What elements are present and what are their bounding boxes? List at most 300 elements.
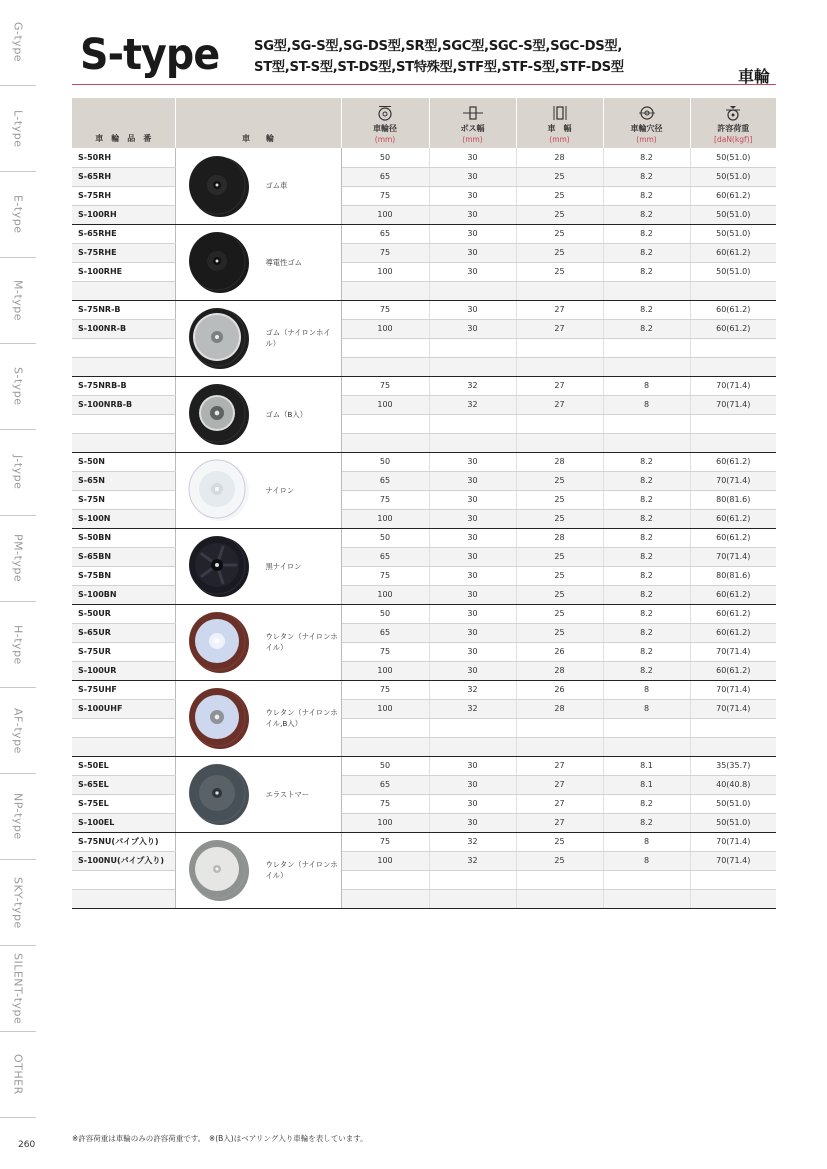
spec-boss-width (429, 870, 516, 889)
wheel-figure (176, 453, 341, 528)
wheel-type-label: ウレタン（ナイロンホイル） (265, 632, 338, 652)
spec-hole-diameter (603, 281, 690, 300)
wheel-cell (175, 300, 341, 376)
wheel-type-label: 導電性ゴム (265, 257, 302, 267)
wheel-part-number: S-75RHE (72, 243, 175, 262)
spec-boss-width: 32 (429, 395, 516, 414)
column-header-unit: (mm) (549, 135, 570, 144)
wheel-part-number: S-100NRB-B (72, 395, 175, 414)
spec-allowable-load: 60(61.2) (690, 604, 776, 623)
spec-wheel-width: 27 (516, 319, 603, 338)
sidebar-tab-l-type[interactable] (0, 86, 36, 172)
wheel-part-number (72, 737, 175, 756)
wheel-width-icon (517, 105, 603, 121)
spec-diameter: 65 (341, 224, 429, 243)
wheel-part-number: S-65UR (72, 623, 175, 642)
wheel-part-number (72, 281, 175, 300)
wheel-part-number: S-75UR (72, 642, 175, 661)
rubber-bearing-wheel-icon (176, 380, 250, 448)
page-title: S-type (80, 30, 220, 80)
load-icon (691, 105, 777, 121)
wheel-part-number: S-100EL (72, 813, 175, 832)
spec-wheel-width: 25 (516, 566, 603, 585)
spec-allowable-load: 60(61.2) (690, 186, 776, 205)
spec-wheel-width (516, 414, 603, 433)
spec-wheel-width: 28 (516, 699, 603, 718)
spec-hole-diameter: 8.2 (603, 490, 690, 509)
column-header-5 (603, 98, 690, 148)
spec-hole-diameter: 8.2 (603, 186, 690, 205)
spec-allowable-load: 80(81.6) (690, 490, 776, 509)
spec-diameter: 100 (341, 699, 429, 718)
spec-diameter: 100 (341, 661, 429, 680)
wheel-part-number (72, 357, 175, 376)
spec-boss-width: 30 (429, 452, 516, 471)
wheel-part-number (72, 889, 175, 908)
spec-boss-width: 30 (429, 262, 516, 281)
wheel-part-number: S-50EL (72, 756, 175, 775)
sidebar-index (0, 0, 36, 1120)
wheel-part-number: S-75NRB-B (72, 376, 175, 395)
sidebar-tab-label: L-type (11, 109, 25, 148)
wheel-part-number: S-75UHF (72, 680, 175, 699)
wheel-figure (176, 605, 341, 680)
sidebar-tab-s-type[interactable] (0, 344, 36, 430)
wheel-figure (176, 377, 341, 452)
spec-hole-diameter (603, 718, 690, 737)
sidebar-tab-label: E-type (11, 195, 25, 234)
spec-allowable-load (690, 870, 776, 889)
wheel-part-number: S-100BN (72, 585, 175, 604)
urethane-bearing-wheel-icon (176, 684, 250, 752)
wheel-part-number: S-100UR (72, 661, 175, 680)
wheel-figure (176, 301, 341, 376)
sidebar-tab-af-type[interactable] (0, 688, 36, 774)
wheel-diameter-icon (342, 105, 429, 121)
wheel-part-number: S-75RH (72, 186, 175, 205)
sidebar-tab-label: H-type (11, 624, 25, 665)
spec-allowable-load (690, 737, 776, 756)
spec-wheel-width: 25 (516, 167, 603, 186)
spec-hole-diameter: 8 (603, 680, 690, 699)
spec-hole-diameter: 8 (603, 376, 690, 395)
spec-allowable-load (690, 414, 776, 433)
spec-diameter: 50 (341, 756, 429, 775)
spec-diameter: 50 (341, 148, 429, 167)
spec-allowable-load: 50(51.0) (690, 148, 776, 167)
spec-wheel-width (516, 281, 603, 300)
spec-hole-diameter (603, 338, 690, 357)
wheel-part-number (72, 433, 175, 452)
spec-wheel-width: 27 (516, 813, 603, 832)
page-header (72, 26, 776, 88)
table-row (72, 300, 776, 319)
spec-boss-width: 30 (429, 319, 516, 338)
category-label: 車輪 (737, 67, 770, 86)
spec-diameter: 75 (341, 376, 429, 395)
wheel-part-number: S-65EL (72, 775, 175, 794)
spec-boss-width: 30 (429, 528, 516, 547)
spec-wheel-width: 25 (516, 509, 603, 528)
sidebar-tab-label: S-type (11, 367, 25, 406)
sidebar-tab-label: PM-type (11, 534, 25, 583)
column-header-unit: (mm) (462, 135, 483, 144)
spec-hole-diameter: 8.2 (603, 148, 690, 167)
wheel-part-number: S-50RH (72, 148, 175, 167)
spec-allowable-load: 70(71.4) (690, 832, 776, 851)
spec-diameter (341, 281, 429, 300)
wheel-part-number: S-65RHE (72, 224, 175, 243)
wheel-part-number: S-65BN (72, 547, 175, 566)
spec-allowable-load (690, 357, 776, 376)
spec-boss-width: 30 (429, 471, 516, 490)
spec-wheel-width: 25 (516, 604, 603, 623)
spec-wheel-width: 28 (516, 148, 603, 167)
spec-allowable-load: 70(71.4) (690, 680, 776, 699)
spec-boss-width: 30 (429, 775, 516, 794)
spec-boss-width: 30 (429, 224, 516, 243)
spec-diameter: 75 (341, 186, 429, 205)
spec-allowable-load: 70(71.4) (690, 851, 776, 870)
table-row (72, 148, 776, 167)
spec-allowable-load: 50(51.0) (690, 224, 776, 243)
spec-boss-width (429, 357, 516, 376)
rubber-wheel-icon (176, 152, 250, 220)
spec-boss-width: 30 (429, 604, 516, 623)
table-row (72, 224, 776, 243)
spec-wheel-width (516, 718, 603, 737)
sidebar-tab-np-type[interactable] (0, 774, 36, 860)
spec-hole-diameter: 8 (603, 699, 690, 718)
spec-hole-diameter: 8.1 (603, 775, 690, 794)
wheel-part-number: S-75NU(パイプ入り) (72, 832, 175, 851)
spec-table (72, 98, 776, 909)
spec-allowable-load (690, 718, 776, 737)
table-row (72, 832, 776, 851)
page-number: 260 (18, 1140, 36, 1150)
spec-wheel-width: 25 (516, 585, 603, 604)
spec-hole-diameter: 8.2 (603, 528, 690, 547)
spec-hole-diameter: 8.2 (603, 319, 690, 338)
wheel-cell (175, 452, 341, 528)
spec-boss-width: 32 (429, 376, 516, 395)
spec-allowable-load: 50(51.0) (690, 813, 776, 832)
spec-allowable-load: 60(61.2) (690, 585, 776, 604)
spec-boss-width: 30 (429, 794, 516, 813)
spec-boss-width: 30 (429, 566, 516, 585)
spec-wheel-width: 25 (516, 205, 603, 224)
spec-hole-diameter (603, 889, 690, 908)
spec-allowable-load (690, 338, 776, 357)
spec-allowable-load: 70(71.4) (690, 699, 776, 718)
wheel-part-number (72, 414, 175, 433)
sidebar-tab-e-type[interactable] (0, 172, 36, 258)
nylon-wheel-icon (176, 456, 250, 524)
spec-allowable-load (690, 433, 776, 452)
spec-boss-width: 30 (429, 490, 516, 509)
wheel-part-number: S-50BN (72, 528, 175, 547)
spec-allowable-load: 40(40.8) (690, 775, 776, 794)
spec-wheel-width: 28 (516, 661, 603, 680)
spec-allowable-load: 70(71.4) (690, 471, 776, 490)
spec-wheel-width: 26 (516, 642, 603, 661)
spec-diameter (341, 433, 429, 452)
sidebar-tab-sky-type[interactable] (0, 860, 36, 946)
sidebar-tab-m-type[interactable] (0, 258, 36, 344)
wheel-cell (175, 528, 341, 604)
spec-hole-diameter: 8.2 (603, 813, 690, 832)
spec-diameter (341, 870, 429, 889)
spec-boss-width: 30 (429, 300, 516, 319)
column-header-0 (72, 98, 175, 148)
spec-boss-width (429, 737, 516, 756)
wheel-figure (176, 529, 341, 604)
wheel-part-number: S-50UR (72, 604, 175, 623)
spec-diameter: 100 (341, 813, 429, 832)
wheel-cell (175, 148, 341, 224)
spec-allowable-load: 70(71.4) (690, 376, 776, 395)
wheel-cell (175, 376, 341, 452)
spec-boss-width: 30 (429, 243, 516, 262)
table-body (72, 148, 776, 908)
spec-diameter: 50 (341, 604, 429, 623)
spec-hole-diameter: 8.2 (603, 585, 690, 604)
spec-wheel-width: 25 (516, 224, 603, 243)
spec-diameter: 65 (341, 623, 429, 642)
spec-diameter: 75 (341, 794, 429, 813)
spec-hole-diameter: 8.2 (603, 794, 690, 813)
spec-allowable-load: 50(51.0) (690, 167, 776, 186)
spec-diameter: 75 (341, 243, 429, 262)
wheel-figure (176, 148, 341, 224)
spec-wheel-width: 27 (516, 794, 603, 813)
sidebar-tab-label: M-type (11, 279, 25, 322)
spec-diameter: 100 (341, 509, 429, 528)
spec-allowable-load (690, 281, 776, 300)
type-list-line-2: ST型,ST-S型,ST-DS型,ST特殊型,STF型,STF-S型,STF-DS型 (254, 60, 624, 75)
table-row (72, 452, 776, 471)
sidebar-tab-pm-type[interactable] (0, 516, 36, 602)
sidebar-tab-label: G-type (11, 22, 25, 63)
spec-diameter: 100 (341, 319, 429, 338)
spec-boss-width (429, 338, 516, 357)
wheel-cell (175, 680, 341, 756)
spec-diameter (341, 889, 429, 908)
column-header-label: 許容荷重 (717, 124, 750, 133)
column-header-unit: (mm) (374, 135, 396, 144)
wheel-type-label: ウレタン（ナイロンホイル） (265, 860, 338, 880)
spec-wheel-width: 25 (516, 490, 603, 509)
sidebar-tab-j-type[interactable] (0, 430, 36, 516)
spec-diameter: 65 (341, 167, 429, 186)
conductive-rubber-wheel-icon (176, 228, 250, 296)
elastomer-wheel-icon (176, 760, 250, 828)
spec-wheel-width: 25 (516, 832, 603, 851)
spec-allowable-load: 50(51.0) (690, 205, 776, 224)
table-row (72, 680, 776, 699)
wheel-part-number: S-100NR-B (72, 319, 175, 338)
spec-hole-diameter: 8.2 (603, 167, 690, 186)
spec-allowable-load: 60(61.2) (690, 528, 776, 547)
spec-allowable-load: 60(61.2) (690, 243, 776, 262)
wheel-part-number: S-75BN (72, 566, 175, 585)
spec-diameter: 75 (341, 490, 429, 509)
spec-boss-width (429, 281, 516, 300)
spec-diameter: 100 (341, 851, 429, 870)
spec-wheel-width (516, 433, 603, 452)
wheel-part-number (72, 338, 175, 357)
sidebar-tab-label: AF-type (11, 707, 25, 754)
hole-diameter-icon (604, 105, 690, 121)
spec-diameter: 75 (341, 680, 429, 699)
spec-boss-width (429, 889, 516, 908)
spec-wheel-width: 28 (516, 528, 603, 547)
spec-wheel-width (516, 737, 603, 756)
spec-allowable-load (690, 889, 776, 908)
spec-diameter: 75 (341, 566, 429, 585)
spec-boss-width: 32 (429, 680, 516, 699)
spec-diameter: 75 (341, 642, 429, 661)
spec-hole-diameter: 8.2 (603, 661, 690, 680)
spec-allowable-load: 50(51.0) (690, 794, 776, 813)
spec-allowable-load: 60(61.2) (690, 623, 776, 642)
spec-allowable-load: 70(71.4) (690, 395, 776, 414)
sidebar-tab-label: SILENT-type (11, 952, 25, 1025)
spec-wheel-width: 27 (516, 775, 603, 794)
spec-diameter: 65 (341, 547, 429, 566)
column-header-2 (341, 98, 429, 148)
spec-boss-width (429, 718, 516, 737)
wheel-type-label: 黒ナイロン (265, 561, 302, 571)
column-header-label: ボス幅 (460, 124, 485, 133)
wheel-part-number: S-65N (72, 471, 175, 490)
spec-diameter: 100 (341, 262, 429, 281)
spec-diameter (341, 414, 429, 433)
boss-width-icon (430, 105, 516, 121)
column-header-label: 車輪径 (373, 124, 397, 133)
spec-hole-diameter: 8 (603, 851, 690, 870)
wheel-type-label: ナイロン (265, 485, 295, 495)
spec-hole-diameter: 8.2 (603, 623, 690, 642)
spec-allowable-load: 70(71.4) (690, 547, 776, 566)
wheel-part-number: S-75N (72, 490, 175, 509)
wheel-cell (175, 224, 341, 300)
spec-boss-width: 30 (429, 661, 516, 680)
spec-diameter: 75 (341, 832, 429, 851)
spec-boss-width: 30 (429, 813, 516, 832)
spec-diameter: 100 (341, 205, 429, 224)
sidebar-tab-other[interactable] (0, 1032, 36, 1118)
spec-boss-width: 30 (429, 509, 516, 528)
spec-allowable-load: 80(81.6) (690, 566, 776, 585)
spec-hole-diameter: 8.2 (603, 471, 690, 490)
spec-allowable-load: 60(61.2) (690, 661, 776, 680)
spec-wheel-width: 25 (516, 262, 603, 281)
spec-boss-width: 30 (429, 186, 516, 205)
column-header-4 (516, 98, 603, 148)
spec-boss-width: 30 (429, 167, 516, 186)
footnote: ※許容荷重は車輪のみの許容荷重です。 ※(B入)はベアリング入り車輪を表しています。 (72, 1134, 368, 1143)
sidebar-tab-label: OTHER (11, 1054, 25, 1095)
column-header-label: 車 輪 (242, 134, 274, 143)
column-header-label: 車 輪 品 番 (95, 134, 152, 143)
table-row (72, 528, 776, 547)
spec-hole-diameter (603, 357, 690, 376)
spec-allowable-load: 70(71.4) (690, 642, 776, 661)
wheel-cell (175, 604, 341, 680)
column-header-6 (690, 98, 776, 148)
spec-hole-diameter: 8.2 (603, 547, 690, 566)
table-row (72, 376, 776, 395)
wheel-part-number (72, 718, 175, 737)
spec-diameter (341, 737, 429, 756)
spec-hole-diameter: 8.1 (603, 756, 690, 775)
spec-diameter: 50 (341, 452, 429, 471)
spec-boss-width: 30 (429, 585, 516, 604)
sidebar-tab-label: SKY-type (11, 876, 25, 929)
wheel-type-label: エラストマー (265, 789, 310, 799)
spec-diameter (341, 338, 429, 357)
spec-boss-width: 30 (429, 547, 516, 566)
sidebar-tab-silent-type[interactable] (0, 946, 36, 1032)
spec-hole-diameter: 8.2 (603, 262, 690, 281)
spec-allowable-load: 35(35.7) (690, 756, 776, 775)
sidebar-tab-h-type[interactable] (0, 602, 36, 688)
table-row (72, 604, 776, 623)
wheel-part-number: S-75NR-B (72, 300, 175, 319)
wheel-type-label: ゴム（B入） (265, 409, 307, 419)
sidebar-tab-g-type[interactable] (0, 0, 36, 86)
spec-hole-diameter: 8.2 (603, 300, 690, 319)
title-underline (72, 84, 776, 85)
spec-boss-width: 30 (429, 756, 516, 775)
spec-hole-diameter: 8.2 (603, 452, 690, 471)
urethane-nylon-wheel-icon (176, 608, 250, 676)
spec-diameter: 100 (341, 585, 429, 604)
spec-hole-diameter: 8.2 (603, 642, 690, 661)
spec-hole-diameter: 8.2 (603, 243, 690, 262)
spec-allowable-load: 60(61.2) (690, 319, 776, 338)
wheel-cell (175, 756, 341, 832)
spec-diameter (341, 357, 429, 376)
spec-allowable-load: 60(61.2) (690, 452, 776, 471)
wheel-type-label: ゴム（ナイロンホイル） (265, 328, 331, 348)
wheel-figure (176, 757, 341, 832)
table-row (72, 756, 776, 775)
spec-table-wrapper (72, 98, 776, 909)
wheel-figure (176, 833, 341, 908)
black-nylon-wheel-icon (176, 532, 250, 600)
spec-hole-diameter: 8.2 (603, 604, 690, 623)
wheel-figure (176, 225, 341, 300)
type-list (254, 36, 624, 78)
spec-wheel-width (516, 338, 603, 357)
spec-hole-diameter: 8.2 (603, 566, 690, 585)
column-header-1 (175, 98, 341, 148)
spec-allowable-load: 50(51.0) (690, 262, 776, 281)
column-header-label: 車輪穴径 (630, 124, 663, 133)
spec-hole-diameter: 8.2 (603, 205, 690, 224)
spec-boss-width: 32 (429, 832, 516, 851)
wheel-type-label: ゴム車 (265, 181, 288, 191)
spec-hole-diameter: 8.2 (603, 224, 690, 243)
spec-boss-width: 30 (429, 148, 516, 167)
spec-wheel-width: 27 (516, 376, 603, 395)
spec-boss-width: 32 (429, 851, 516, 870)
spec-wheel-width: 26 (516, 680, 603, 699)
column-header-unit: [daN(kgf)] (714, 135, 753, 144)
spec-hole-diameter: 8 (603, 395, 690, 414)
